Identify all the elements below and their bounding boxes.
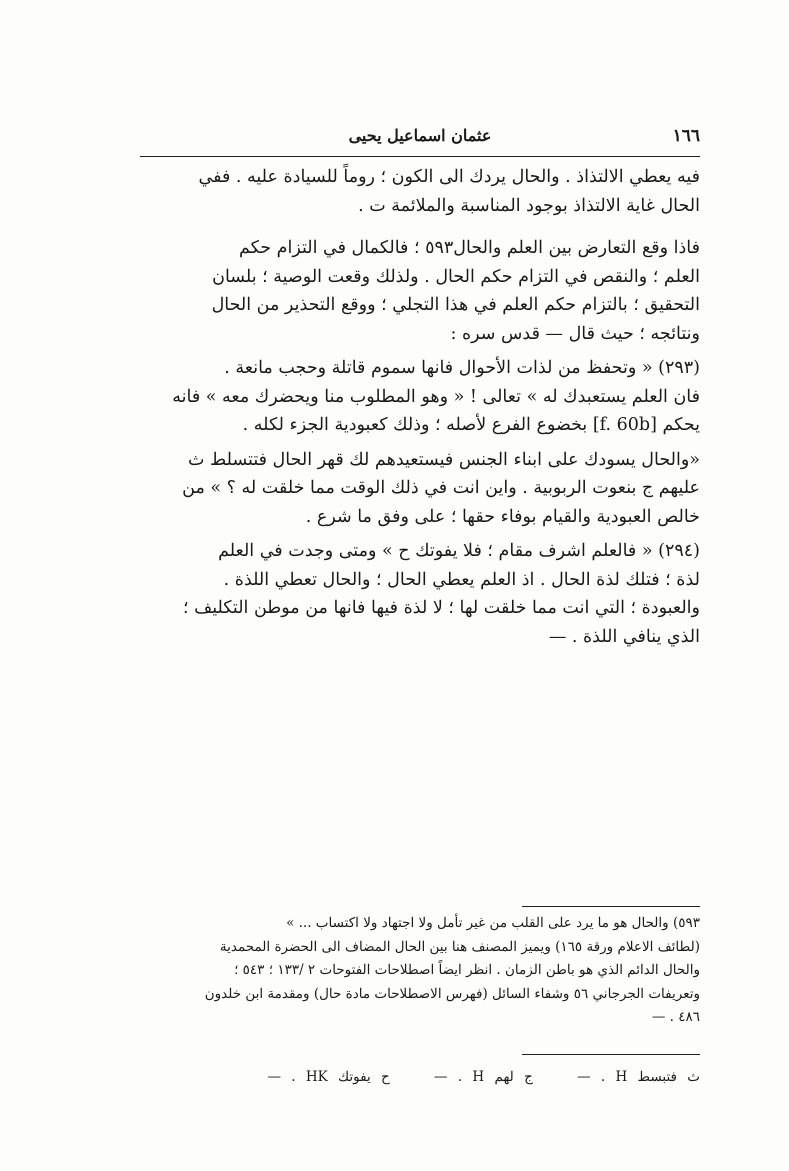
footnote (132, 912, 700, 1030)
footnote-line: وتعريفات الجرجاني ٥٦ وشفاء السائل (فهرس الاصطلاحات مادة حال) ومقدمة ابن خلدون (204, 985, 700, 1002)
text-line: «والحال يسودك على ابناء الجنس فيستعيدهم لك قهر الحال فتتسلط ث (188, 449, 700, 470)
paragraph-1 (138, 163, 700, 220)
apparatus-rule (522, 1054, 700, 1055)
page-number: ١٦٦ (672, 126, 700, 146)
paragraph-3 (138, 354, 700, 440)
footnote-line: والحال الدائم الذي هو باطن الزمان . انظر ايضاً اصطلاحات الفتوحات ٢ /١٣٣ ؛ ٥٤٣ ؛ (234, 962, 700, 978)
text-line: الحال غاية الالتذاذ بوجود المناسبة والملائمة ت . (358, 195, 700, 216)
header-rule (140, 156, 700, 157)
text-line: (٢٩٤) « فالعلم اشرف مقام ؛ فلا يفوتك ح » ومتى وجدت في العلم (218, 541, 700, 561)
text-line: فان العلم يستعبدك له » تعالى ! « وهو المطلوب منا ويحضرك معه » فانه (172, 386, 700, 407)
apparatus-item: ج لهم H . — (434, 1069, 533, 1085)
footnote-line: (لطائف الاعلام ورقة ١٦٥) ويميز المصنف هنا بين الحال المضاف الى الحضرة المحمدية (219, 938, 700, 955)
text-line: فيه يعطي الالتذاذ . والحال يردك الى الكون ؛ روماً للسيادة عليه . ففي (198, 167, 700, 187)
footnote-line: ٥٩٣) والحال هو ما يرد على القلب من غير تأمل ولا اجتهاد ولا اكتساب ... » (286, 915, 700, 931)
text-line: العلم ؛ والنقص في التزام حكم الحال . ولذلك وقعت الوصية ؛ بلسان (212, 266, 700, 287)
text-line: ونتائجه ؛ حيث قال — قدس سره : (450, 323, 700, 344)
text-line: يحكم [f. 60b] بخضوع الفرع لأصله ؛ وذلك كعبودية الجزء لكله . (242, 415, 700, 435)
text-line: لذة ؛ فتلك لذة الحال . اذ العلم يعطي الحال ؛ والحال تعطي اللذة . (223, 569, 700, 590)
footnote-rule (522, 906, 700, 907)
paragraph-2 (138, 234, 700, 348)
page-header (140, 124, 700, 154)
text-line: والعبودة ؛ التي انت مما خلقت لها ؛ لا لذة فيها فانها من موطن التكليف ؛ (182, 598, 700, 618)
text-line: عليهم ج بنعوت الربوبية . واين انت في ذلك الوقت مما خلقت له ؟ » من (182, 478, 700, 498)
text-line: خالص العبودية والقيام بوفاء حقها ؛ على وفق ما شرع . (305, 506, 700, 527)
main-text (138, 163, 700, 651)
running-title: عثمان اسماعيل يحيى (348, 126, 492, 145)
footnote-line: ٤٨٦ . — (651, 1009, 700, 1025)
text-line: (٢٩٣) « وتحفظ من لذات الأحوال فانها سموم قاتلة وحجب مانعة . (224, 358, 700, 378)
critical-apparatus (240, 1066, 700, 1088)
paragraph-5 (138, 537, 700, 651)
text-line: فاذا وقع التعارض بين العلم والحال٥٩٣ ؛ فالكمال في التزام حكم (238, 238, 700, 258)
apparatus-item: ح يفوتك HK . — (267, 1069, 390, 1085)
text-line: التحقيق ؛ بالتزام حكم العلم في هذا التجلي ؛ ووقع التحذير من الحال (211, 295, 700, 315)
paragraph-4 (138, 446, 700, 532)
apparatus-item: ث فتبسط H . — (577, 1069, 700, 1085)
text-line: الذي ينافي اللذة . — (548, 626, 700, 647)
